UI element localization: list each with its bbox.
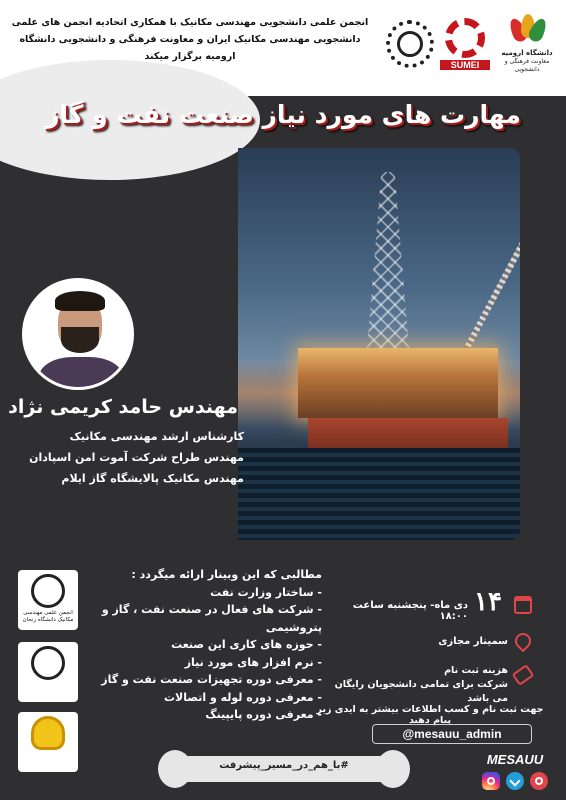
event-date-number: ۱۴ [474, 586, 502, 616]
zanjan-association-label: انجمن علمی مهندسی مکانیک دانشگاه زنجان [22, 610, 74, 623]
speaker-name: مهندس حامد کریمی نژاد [8, 396, 238, 418]
speaker-roles [8, 426, 244, 489]
location-pin-icon [512, 630, 534, 652]
hashtag-text: #با_هم_در_مسیر_پیشرفت [219, 760, 349, 771]
lightbulb-logo [18, 712, 78, 772]
leaf-emblem-icon [505, 14, 549, 44]
university-subtitle: معاونت فرهنگی و دانشجویی [504, 58, 550, 73]
speaker-avatar [22, 278, 134, 390]
web-icon[interactable] [530, 772, 548, 790]
gear-icon [397, 31, 423, 57]
association-seal-logo [18, 642, 78, 702]
organizer-text: انجمن علمی دانشجویی مهندسی مکانیک با همکاری اتحادیه انجمن های علمی دانشجویی مهندسی مکانیک ایران و معاونت فرهنگی و دانشجویی دانشگاه ارومیه برگزار میکند [11, 17, 369, 62]
topics-list [100, 566, 322, 724]
admin-handle-link[interactable]: @mesauu_admin [372, 724, 532, 744]
calendar-icon [512, 594, 534, 616]
topic-item: - شرکت های فعال در صنعت نفت ، گاز و پتروشیمی [101, 603, 322, 634]
header-banner [0, 0, 566, 96]
speaker-role: مهندس مکانیک پالایشگاه گاز ایلام [61, 472, 244, 485]
topic-item: - ساختار وزارت نفت [210, 585, 322, 599]
instagram-icon[interactable] [482, 772, 500, 790]
topics-heading: مطالبی که این وبینار ارائه میگردد : [131, 568, 322, 581]
speaker-role: مهندس طراح شرکت آموت امن اسپادان [29, 451, 244, 464]
telegram-icon[interactable] [506, 772, 524, 790]
event-venue: سمینار مجازی [438, 636, 508, 647]
topic-item: - معرفی دوره لوله و اتصالات [164, 690, 322, 704]
registration-note: جهت ثبت نام و کسب اطلاعات بیشتر به ایدی زیر پیام دهید [316, 704, 544, 726]
event-fee: هزینه ثبت نام شرکت برای تمامی دانشجویان رایگان می باشد [334, 665, 508, 704]
price-tag-icon [512, 664, 534, 686]
event-date-text: دی ماه- پنجشنبه ساعت ۱۸:۰۰ [352, 600, 468, 622]
sumei-logo [440, 18, 490, 74]
university-name: دانشگاه ارومیه [501, 49, 553, 57]
gear-icon [445, 18, 485, 58]
house-emblem-icon [31, 574, 65, 608]
oil-rig-image [238, 148, 520, 540]
sumei-label: SUMEI [440, 60, 490, 70]
topic-item: - نرم افزار های مورد نیاز [184, 655, 322, 669]
topic-item: - معرفی دوره تجهیزات صنعت نفت و گاز [101, 673, 322, 686]
zanjan-association-logo [18, 570, 78, 630]
speaker-role: کارشناس ارشد مهندسی مکانیک [69, 430, 244, 443]
topic-item: - معرفی دوره پایپینگ [205, 708, 322, 721]
lightbulb-icon [31, 716, 65, 750]
topic-item: - حوزه های کاری این صنعت [171, 638, 322, 651]
university-logo [496, 14, 558, 78]
brand-label: MESAUU [486, 752, 544, 767]
seal-icon [31, 646, 65, 680]
page-title: مهارت های مورد نیاز صنعت نفت و گاز [45, 100, 521, 129]
mechanical-association-logo [386, 20, 434, 68]
